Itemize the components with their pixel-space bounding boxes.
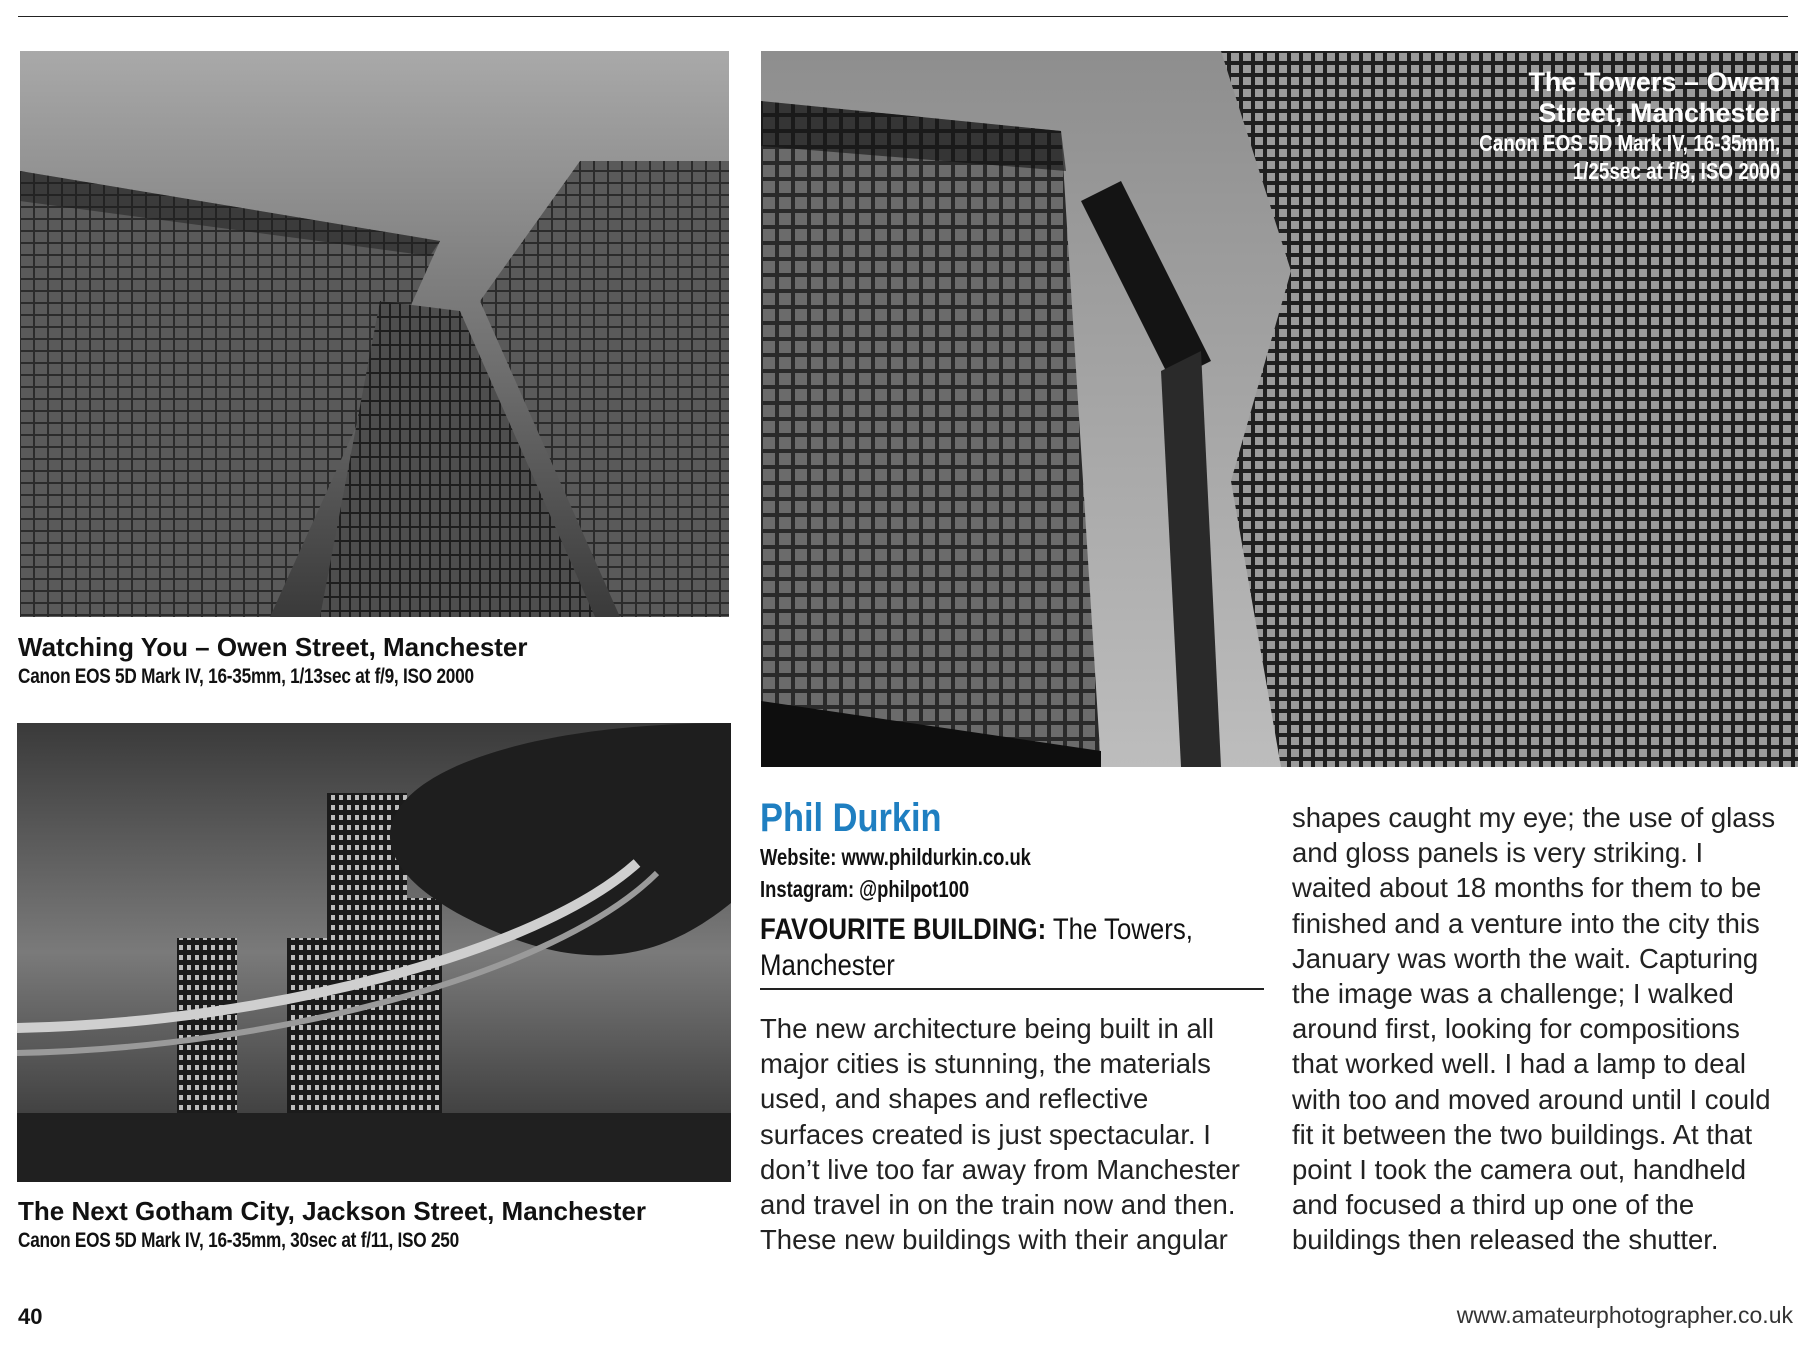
body-line: The new architecture being built in all <box>760 1013 1215 1044</box>
body-line: that worked well. I had a lamp to deal <box>1292 1048 1747 1080</box>
body-line: and focused a third up one of the <box>1292 1189 1695 1221</box>
body-column-1 <box>760 1011 1240 1257</box>
body-line: and gloss panels is very striking. I <box>1292 837 1704 869</box>
body-line: the image was a challenge; I walked <box>1292 978 1734 1010</box>
body-line: These new buildings with their angular <box>760 1224 1228 1256</box>
photo-watching-you <box>20 51 729 617</box>
footer-url[interactable]: www.amateurphotographer.co.uk <box>1456 1302 1793 1328</box>
body-line: used, and shapes and reflective <box>760 1083 1149 1115</box>
caption-gotham-meta: Canon EOS 5D Mark IV, 16-35mm, 30sec at f/11, ISO 250 <box>18 1229 459 1252</box>
caption-towers-meta-1: Canon EOS 5D Mark IV, 16-35mm, <box>1478 130 1780 156</box>
body-line: shapes caught my eye; the use of glass <box>1292 802 1776 833</box>
caption-towers-meta-2: 1/25sec at f/9, ISO 2000 <box>1572 158 1780 184</box>
website-link[interactable]: Website: www.phildurkin.co.uk <box>760 844 1031 870</box>
photographer-name: Phil Durkin <box>760 796 942 840</box>
caption-watching-you-meta: Canon EOS 5D Mark IV, 16-35mm, 1/13sec at f/9, ISO 2000 <box>18 665 474 688</box>
body-line: surfaces created is just spectacular. I <box>760 1118 1211 1150</box>
caption-towers <box>1413 67 1780 185</box>
body-line: January was worth the wait. Capturing <box>1292 942 1759 974</box>
body-line: buildings then released the shutter. <box>1292 1224 1719 1256</box>
instagram-handle[interactable]: Instagram: @philpot100 <box>760 876 970 902</box>
body-line: finished and a venture into the city this <box>1292 907 1760 939</box>
photo-the-towers <box>761 51 1798 767</box>
body-line: and travel in on the train now and then. <box>760 1189 1236 1221</box>
top-rule <box>18 16 1788 17</box>
body-line: don’t live too far away from Manchester <box>760 1153 1240 1185</box>
profile-divider <box>760 988 1264 990</box>
favourite-building-city: Manchester <box>760 949 895 982</box>
page-number: 40 <box>18 1304 43 1329</box>
caption-towers-title-2: Street, Manchester <box>1538 98 1780 128</box>
body-line: around first, looking for compositions <box>1292 1013 1740 1045</box>
body-line: with too and moved around until I could <box>1292 1083 1771 1115</box>
favourite-building-value: The Towers, <box>1046 913 1193 946</box>
favourite-building-label: FAVOURITE BUILDING: <box>760 913 1047 946</box>
body-line: major cities is stunning, the materials <box>760 1048 1211 1080</box>
body-line: point I took the camera out, handheld <box>1292 1154 1747 1186</box>
caption-towers-title-1: The Towers – Owen <box>1528 67 1780 97</box>
photo-next-gotham-city <box>17 723 731 1182</box>
body-line: waited about 18 months for them to be <box>1292 872 1762 904</box>
caption-gotham-title: The Next Gotham City, Jackson Street, Manchester <box>18 1196 647 1226</box>
caption-watching-you-title: Watching You – Owen Street, Manchester <box>18 632 528 662</box>
body-column-2 <box>1292 800 1775 1258</box>
favourite-building <box>760 912 1242 984</box>
body-line: fit it between the two buildings. At that <box>1292 1118 1753 1150</box>
